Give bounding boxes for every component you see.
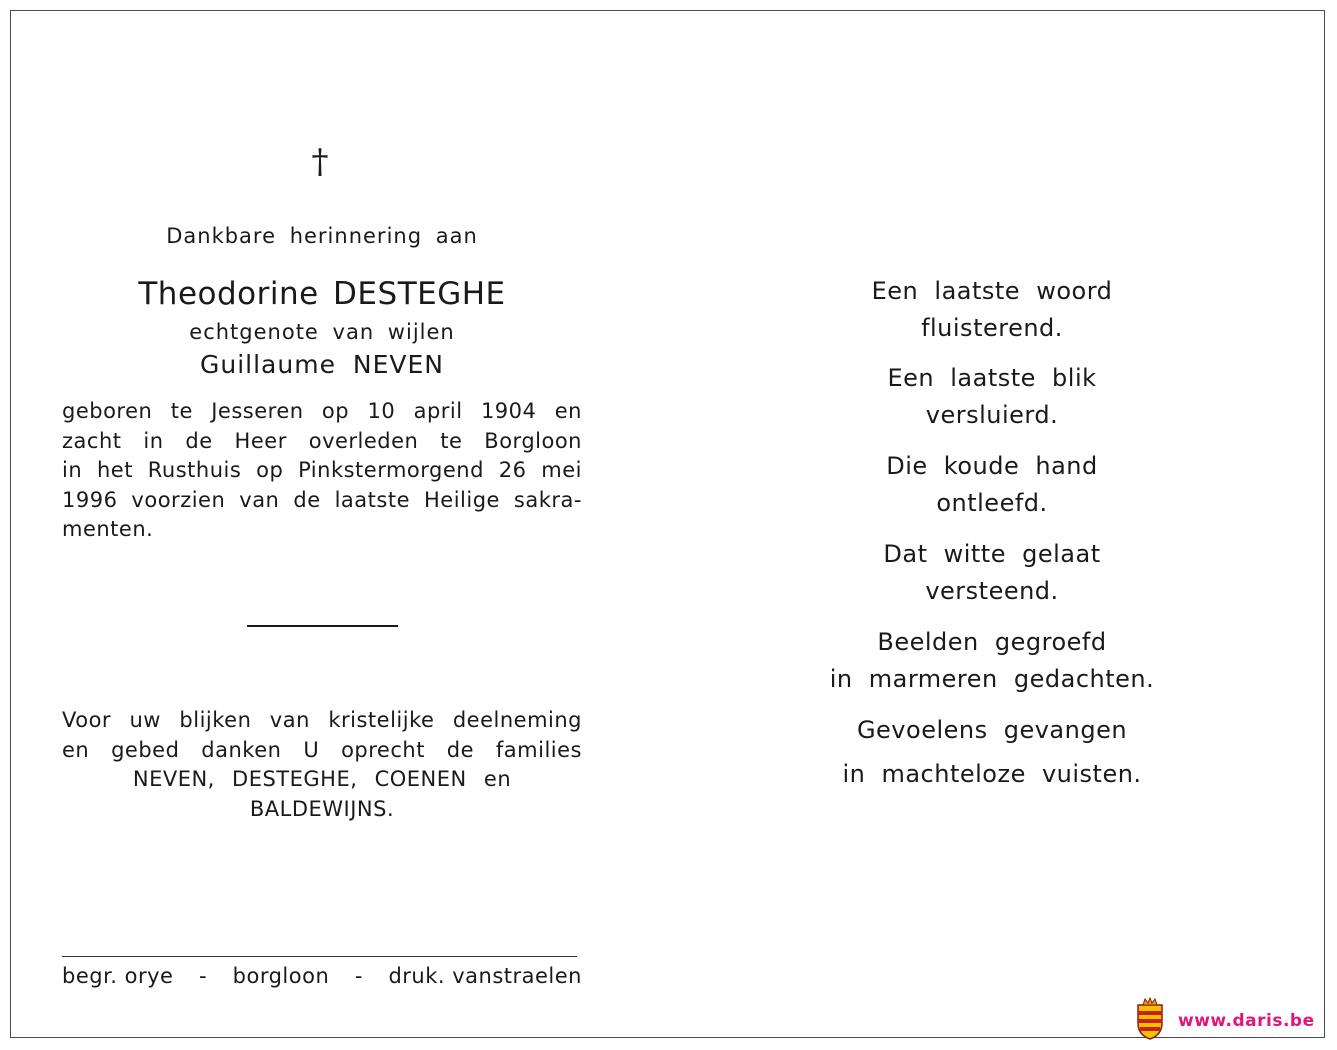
biography bbox=[62, 397, 582, 545]
thanks-line: NEVEN, DESTEGHE, COENEN en bbox=[132, 767, 512, 791]
imprint-town: borgloon bbox=[232, 964, 330, 988]
bio-line: in het Rusthuis op Pinkstermorgend 26 mei bbox=[62, 458, 582, 482]
imprint-separator: - bbox=[354, 964, 363, 988]
poem-line: versteend. bbox=[925, 577, 1059, 605]
intro-text: Dankbare herinnering aan bbox=[166, 224, 478, 248]
bio-line: 1996 voorzien van de laatste Heilige sakra- bbox=[62, 487, 582, 512]
deceased-name: Theodorine DESTEGHE bbox=[138, 276, 506, 312]
poem-line: ontleefd. bbox=[936, 489, 1048, 517]
coat-of-arms-icon bbox=[1134, 997, 1166, 1041]
thanks-line: Voor uw blijken van kristelijke deelneming bbox=[62, 708, 582, 732]
footer-divider bbox=[62, 956, 577, 957]
imprint-undertaker: begr. orye bbox=[62, 964, 174, 988]
imprint-separator: - bbox=[199, 964, 208, 988]
poem-line: Beelden gegroefd bbox=[877, 628, 1107, 656]
printer-imprint bbox=[62, 964, 582, 988]
thanks-line: BALDEWIJNS. bbox=[249, 796, 395, 821]
poem-line: Die koude hand bbox=[886, 452, 1098, 480]
cross-icon: † bbox=[311, 142, 329, 182]
poem-line: versluierd. bbox=[925, 401, 1059, 429]
poem-line: fluisterend. bbox=[921, 314, 1063, 342]
spouse-label: echtgenote van wijlen bbox=[189, 320, 455, 344]
poem-line: in machteloze vuisten. bbox=[842, 760, 1142, 788]
poem-line: Gevoelens gevangen bbox=[856, 716, 1128, 744]
bio-line: zacht in de Heer overleden te Borgloon bbox=[62, 428, 582, 453]
spouse-name: Guillaume NEVEN bbox=[200, 350, 444, 379]
bio-line: geboren te Jesseren op 10 april 1904 en bbox=[62, 399, 582, 423]
poem-line: in marmeren gedachten. bbox=[829, 665, 1155, 693]
poem-line: Een laatste woord bbox=[871, 277, 1113, 305]
bio-line: menten. bbox=[62, 517, 154, 541]
poem-line: Een laatste blik bbox=[887, 364, 1097, 392]
thanks-line: en gebed danken U oprecht de families bbox=[62, 737, 582, 762]
thanks-text bbox=[62, 706, 582, 824]
imprint-printer: druk. vanstraelen bbox=[388, 964, 582, 988]
poem-line: Dat witte gelaat bbox=[883, 540, 1101, 568]
website-link[interactable]: www.daris.be bbox=[1178, 1011, 1315, 1031]
divider bbox=[247, 625, 398, 627]
